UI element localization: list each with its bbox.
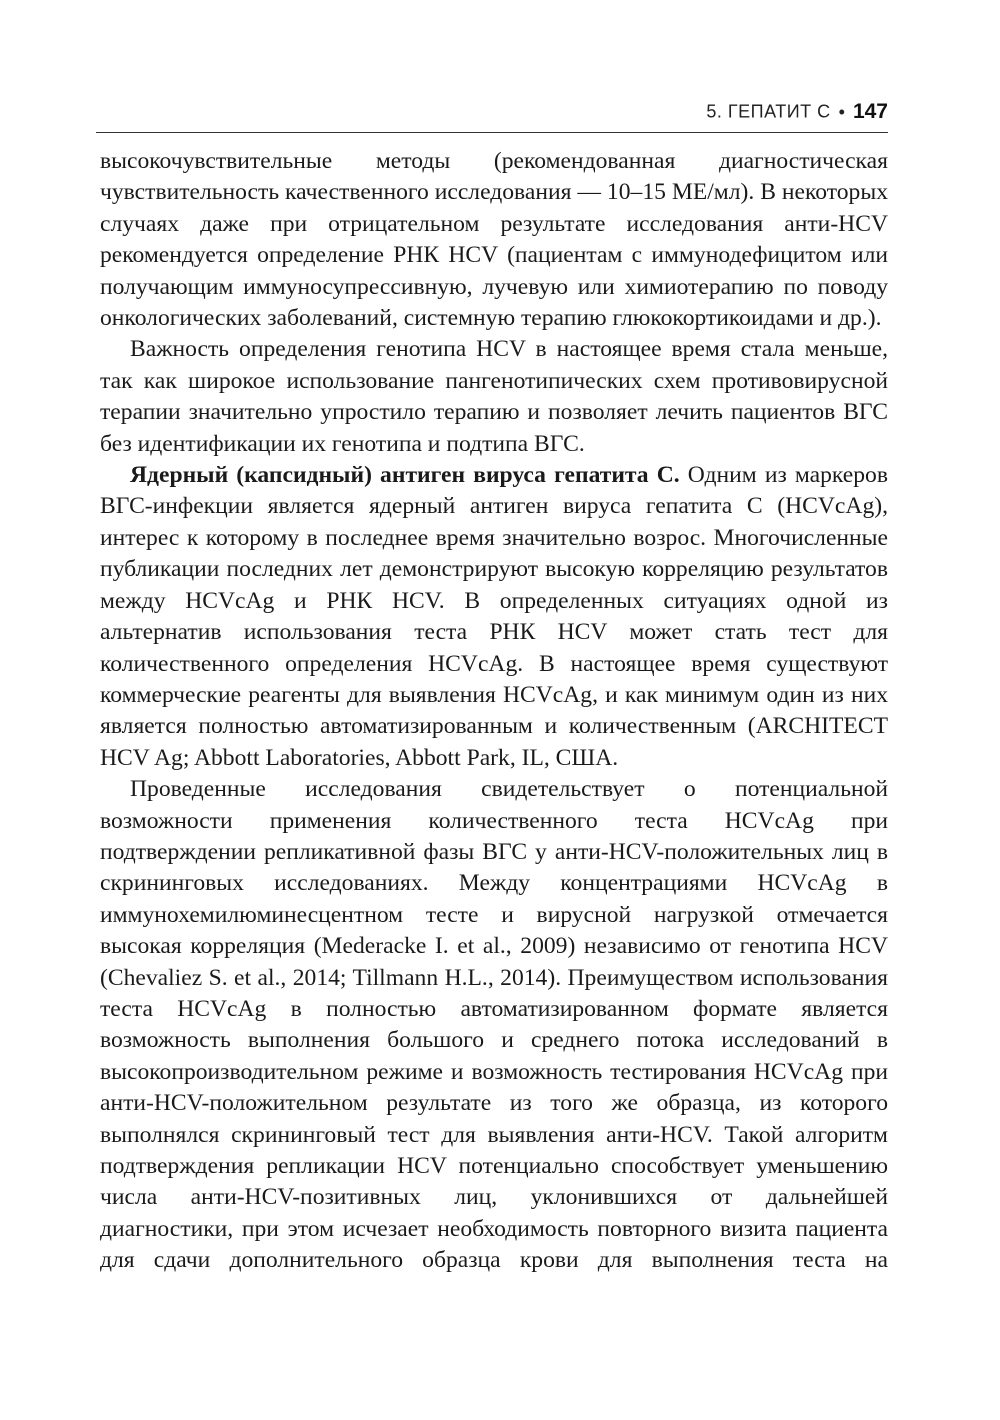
paragraph-4-text: Проведенные исследования свидетельствует о потенциальной возможности применения количественного теста HCVcAg при подтверждении репликативной фазы ВГС у анти-HCV-положительных лиц в скрининговых исследованиях. Между концентрациями HCVcAg в иммунохемилюминесцентном тесте и вирусной нагрузкой отмечается высокая корреляция (Mederacke I. et al., 2009) независимо от генотипа HCV (Chevaliez S. et al., 2014; Tillmann H.L., 2014). Преимуществом использования теста HCVcAg в полностью автоматизированном формате является возможность выполнения большого и среднего потока исследований в высокопроизводительном режиме и возможность тестирования HCVcAg при анти-HCV-положительном результате из того же образца, из которого выполнялся скрининговый тест для выявления анти-HCV. Такой алгоритм подтверждения репликации HCV потенциально способствует уменьшению числа анти-HCV-позитивных лиц, уклонившихся от дальнейшей диагностики, при этом исчезает необходимость повторного визита пациента для сдачи дополнительного образца крови для выполнения теста на xyxy=(100,776,888,1274)
section-lead-heading: Ядерный (капсидный) антиген вируса гепатита С. xyxy=(130,462,680,489)
paragraph-3-text: Одним из маркеров ВГС-инфекции является ядерный антиген вируса гепатита С (HCVcAg), интерес к которому в последнее время значительно возрос. Многочисленные публикации последних лет демонстрируют высокую корреляцию результатов между HCVcAg и РНК HCV. В определенных ситуациях одной из альтернатив использования теста РНК HCV может стать тест для количественного определения HCVcAg. В настоящее время существуют коммерческие реагенты для выявления HCVcAg, и как минимум один из них является полностью автоматизированным и количественным (ARCHITECT HCV Ag; Abbott Laboratories, Abbott Park, IL, США. xyxy=(100,462,888,771)
paragraph-1-text: высокочувствительные методы (рекомендованная диагностическая чувствительность качественного исследования — 10–15 МЕ/мл). В некоторых случаях даже при отрицательном результате исследования анти-HCV рекомендуется определение РНК HCV (пациентам с иммунодефицитом или получающим иммуносупрессивную, лучевую или химиотерапию по поводу онкологических заболеваний, системную терапию глюкокортикоидами и др.). xyxy=(100,148,888,332)
bullet-separator: • xyxy=(838,101,845,122)
paragraph-4 xyxy=(100,774,888,1277)
paragraph-3 xyxy=(100,460,888,774)
running-head xyxy=(96,100,888,128)
header-rule xyxy=(96,132,888,133)
paragraph-1 xyxy=(100,146,888,334)
paragraph-2 xyxy=(100,334,888,460)
page-number: 147 xyxy=(852,100,888,123)
paragraph-2-text: Важность определения генотипа HCV в настоящее время стала меньше, так как широкое использование пангенотипических схем противовирусной терапии значительно упростило терапию и позволяет лечить пациентов ВГС без идентификации их генотипа и подтипа ВГС. xyxy=(100,336,888,457)
chapter-title: 5. ГЕПАТИТ С xyxy=(706,101,831,122)
body-text xyxy=(100,146,888,1277)
